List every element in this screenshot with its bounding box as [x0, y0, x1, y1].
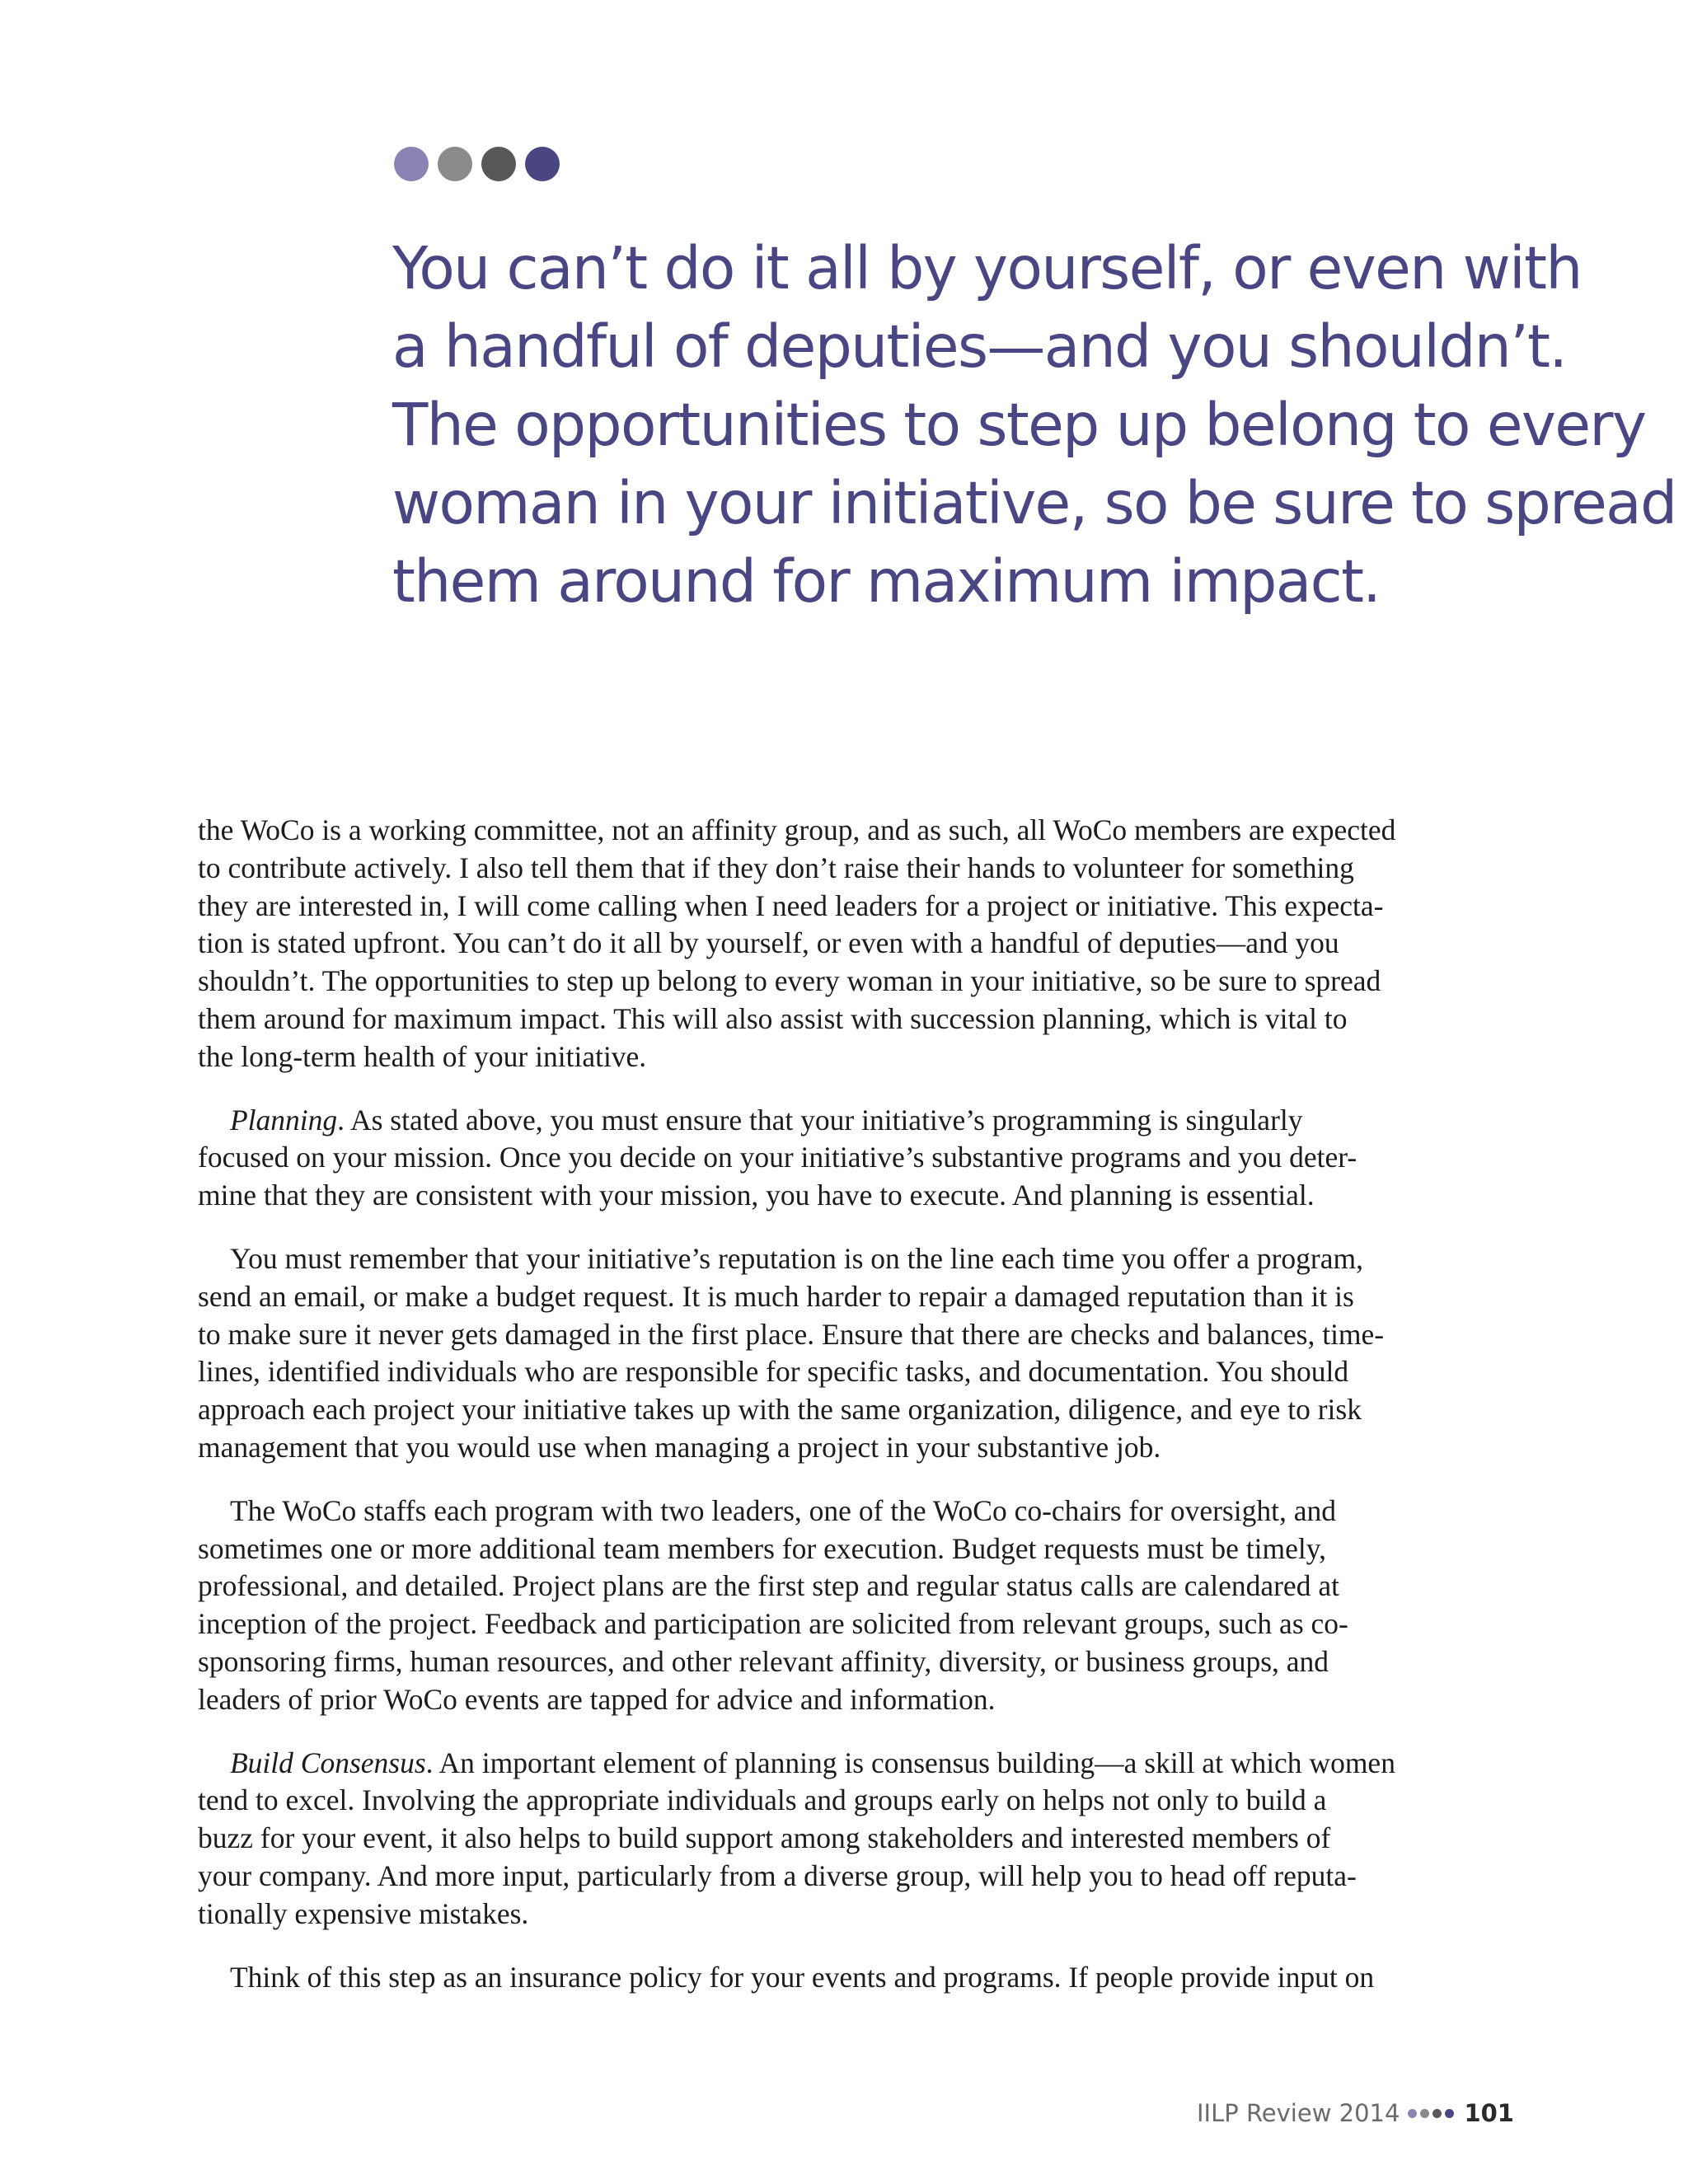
section-lead-build-consensus: Build Consensus: [230, 1746, 426, 1779]
pull-quote-line: woman in your initiative, so be sure to spread: [392, 469, 1676, 537]
pull-quote-line: them around for maximum impact.: [392, 547, 1381, 616]
text-line: sometimes one or more additional team members for execution. Budget requests must be timely,: [198, 1531, 1327, 1565]
text-line: [198, 1102, 1515, 1140]
text-line: Think of this step as an insurance policy for your events and programs. If people provide input on: [230, 1960, 1375, 1994]
text-line: The WoCo staffs each program with two leaders, one of the WoCo co-chairs for oversight, and: [230, 1493, 1336, 1527]
pull-quote-line: You can’t do it all by yourself, or even with: [392, 234, 1582, 302]
dot-icon: [394, 147, 429, 181]
text-line: professional, and detailed. Project plans are the first step and regular status calls are calendared at: [198, 1569, 1339, 1603]
text-line-rest: . As stated above, you must ensure that your initiative’s programming is singularly: [337, 1103, 1303, 1137]
text-line: [198, 1745, 1515, 1783]
paragraph-insurance: [198, 1959, 1515, 1997]
text-line: the WoCo is a working committee, not an affinity group, and as such, all WoCo members are expected: [198, 813, 1396, 846]
paragraph-build-consensus: [198, 1745, 1515, 1933]
dot-icon: [1420, 2109, 1429, 2118]
page-number: 101: [1464, 2099, 1514, 2127]
dot-icon: [438, 147, 472, 181]
text-line: send an email, or make a budget request. It is much harder to repair a damaged reputation than it is: [198, 1279, 1354, 1313]
text-line: to make sure it never gets damaged in the first place. Ensure that there are checks and balances, time-: [198, 1317, 1385, 1351]
text-line: You must remember that your initiative’s reputation is on the line each time you offer a program,: [230, 1241, 1363, 1275]
dot-icon: [525, 147, 560, 181]
body-text: [198, 812, 1515, 2022]
text-line-last: tionally expensive mistakes.: [198, 1896, 529, 1930]
text-line: inception of the project. Feedback and participation are solicited from relevant groups, such as co-: [198, 1607, 1348, 1641]
decorative-dots: [394, 147, 560, 181]
text-line: buzz for your event, it also helps to build support among stakeholders and interested members of: [198, 1821, 1331, 1855]
dot-icon: [1432, 2109, 1442, 2118]
text-line: them around for maximum impact. This will also assist with succession planning, which is vital to: [198, 1001, 1348, 1035]
dot-icon: [1408, 2109, 1417, 2118]
text-line: lines, identified individuals who are responsible for specific tasks, and documentation. You should: [198, 1355, 1349, 1389]
paragraph-staffing: [198, 1493, 1515, 1719]
text-line: to contribute actively. I also tell them that if they don’t raise their hands to volunteer for something: [198, 851, 1354, 884]
text-line: shouldn’t. The opportunities to step up belong to every woman in your initiative, so be sure to spread: [198, 964, 1381, 998]
footer-dots: [1408, 2109, 1454, 2118]
text-line-rest: . An important element of planning is consensus building—a skill at which women: [425, 1746, 1395, 1779]
section-lead-planning: Planning: [230, 1103, 338, 1137]
text-line-last: management that you would use when managing a project in your substantive job.: [198, 1430, 1161, 1464]
pull-quote-line: The opportunities to step up belong to every: [392, 391, 1646, 459]
paragraph-planning: [198, 1102, 1515, 1215]
text-line: tion is stated upfront. You can’t do it all by yourself, or even with a handful of deputies—and you: [198, 926, 1339, 960]
text-line-last: leaders of prior WoCo events are tapped for advice and information.: [198, 1682, 996, 1716]
pull-quote: [392, 229, 1676, 621]
text-line-last: mine that they are consistent with your mission, you have to execute. And planning is essential.: [198, 1179, 1315, 1212]
text-line: your company. And more input, particularly from a diverse group, will help you to head off reputa-: [198, 1858, 1357, 1892]
dot-icon: [1445, 2109, 1454, 2118]
pull-quote-line: a handful of deputies—and you shouldn’t.: [392, 312, 1567, 381]
text-line: approach each project your initiative takes up with the same organization, diligence, and eye to risk: [198, 1393, 1362, 1427]
text-line: focused on your mission. Once you decide on your initiative’s substantive programs and you deter-: [198, 1141, 1357, 1174]
text-line-last: the long-term health of your initiative.: [198, 1039, 647, 1073]
footer-journal-title: IILP Review 2014: [1196, 2099, 1400, 2127]
text-line: they are interested in, I will come calling when I need leaders for a project or initiative. This expecta-: [198, 888, 1384, 922]
text-line: tend to excel. Involving the appropriate individuals and groups early on helps not only to build a: [198, 1783, 1327, 1817]
text-line: sponsoring firms, human resources, and other relevant affinity, diversity, or business groups, and: [198, 1644, 1329, 1678]
dot-icon: [481, 147, 516, 181]
paragraph-continued: [198, 812, 1515, 1076]
page-footer: [1197, 2099, 1514, 2127]
paragraph-reputation: [198, 1240, 1515, 1467]
